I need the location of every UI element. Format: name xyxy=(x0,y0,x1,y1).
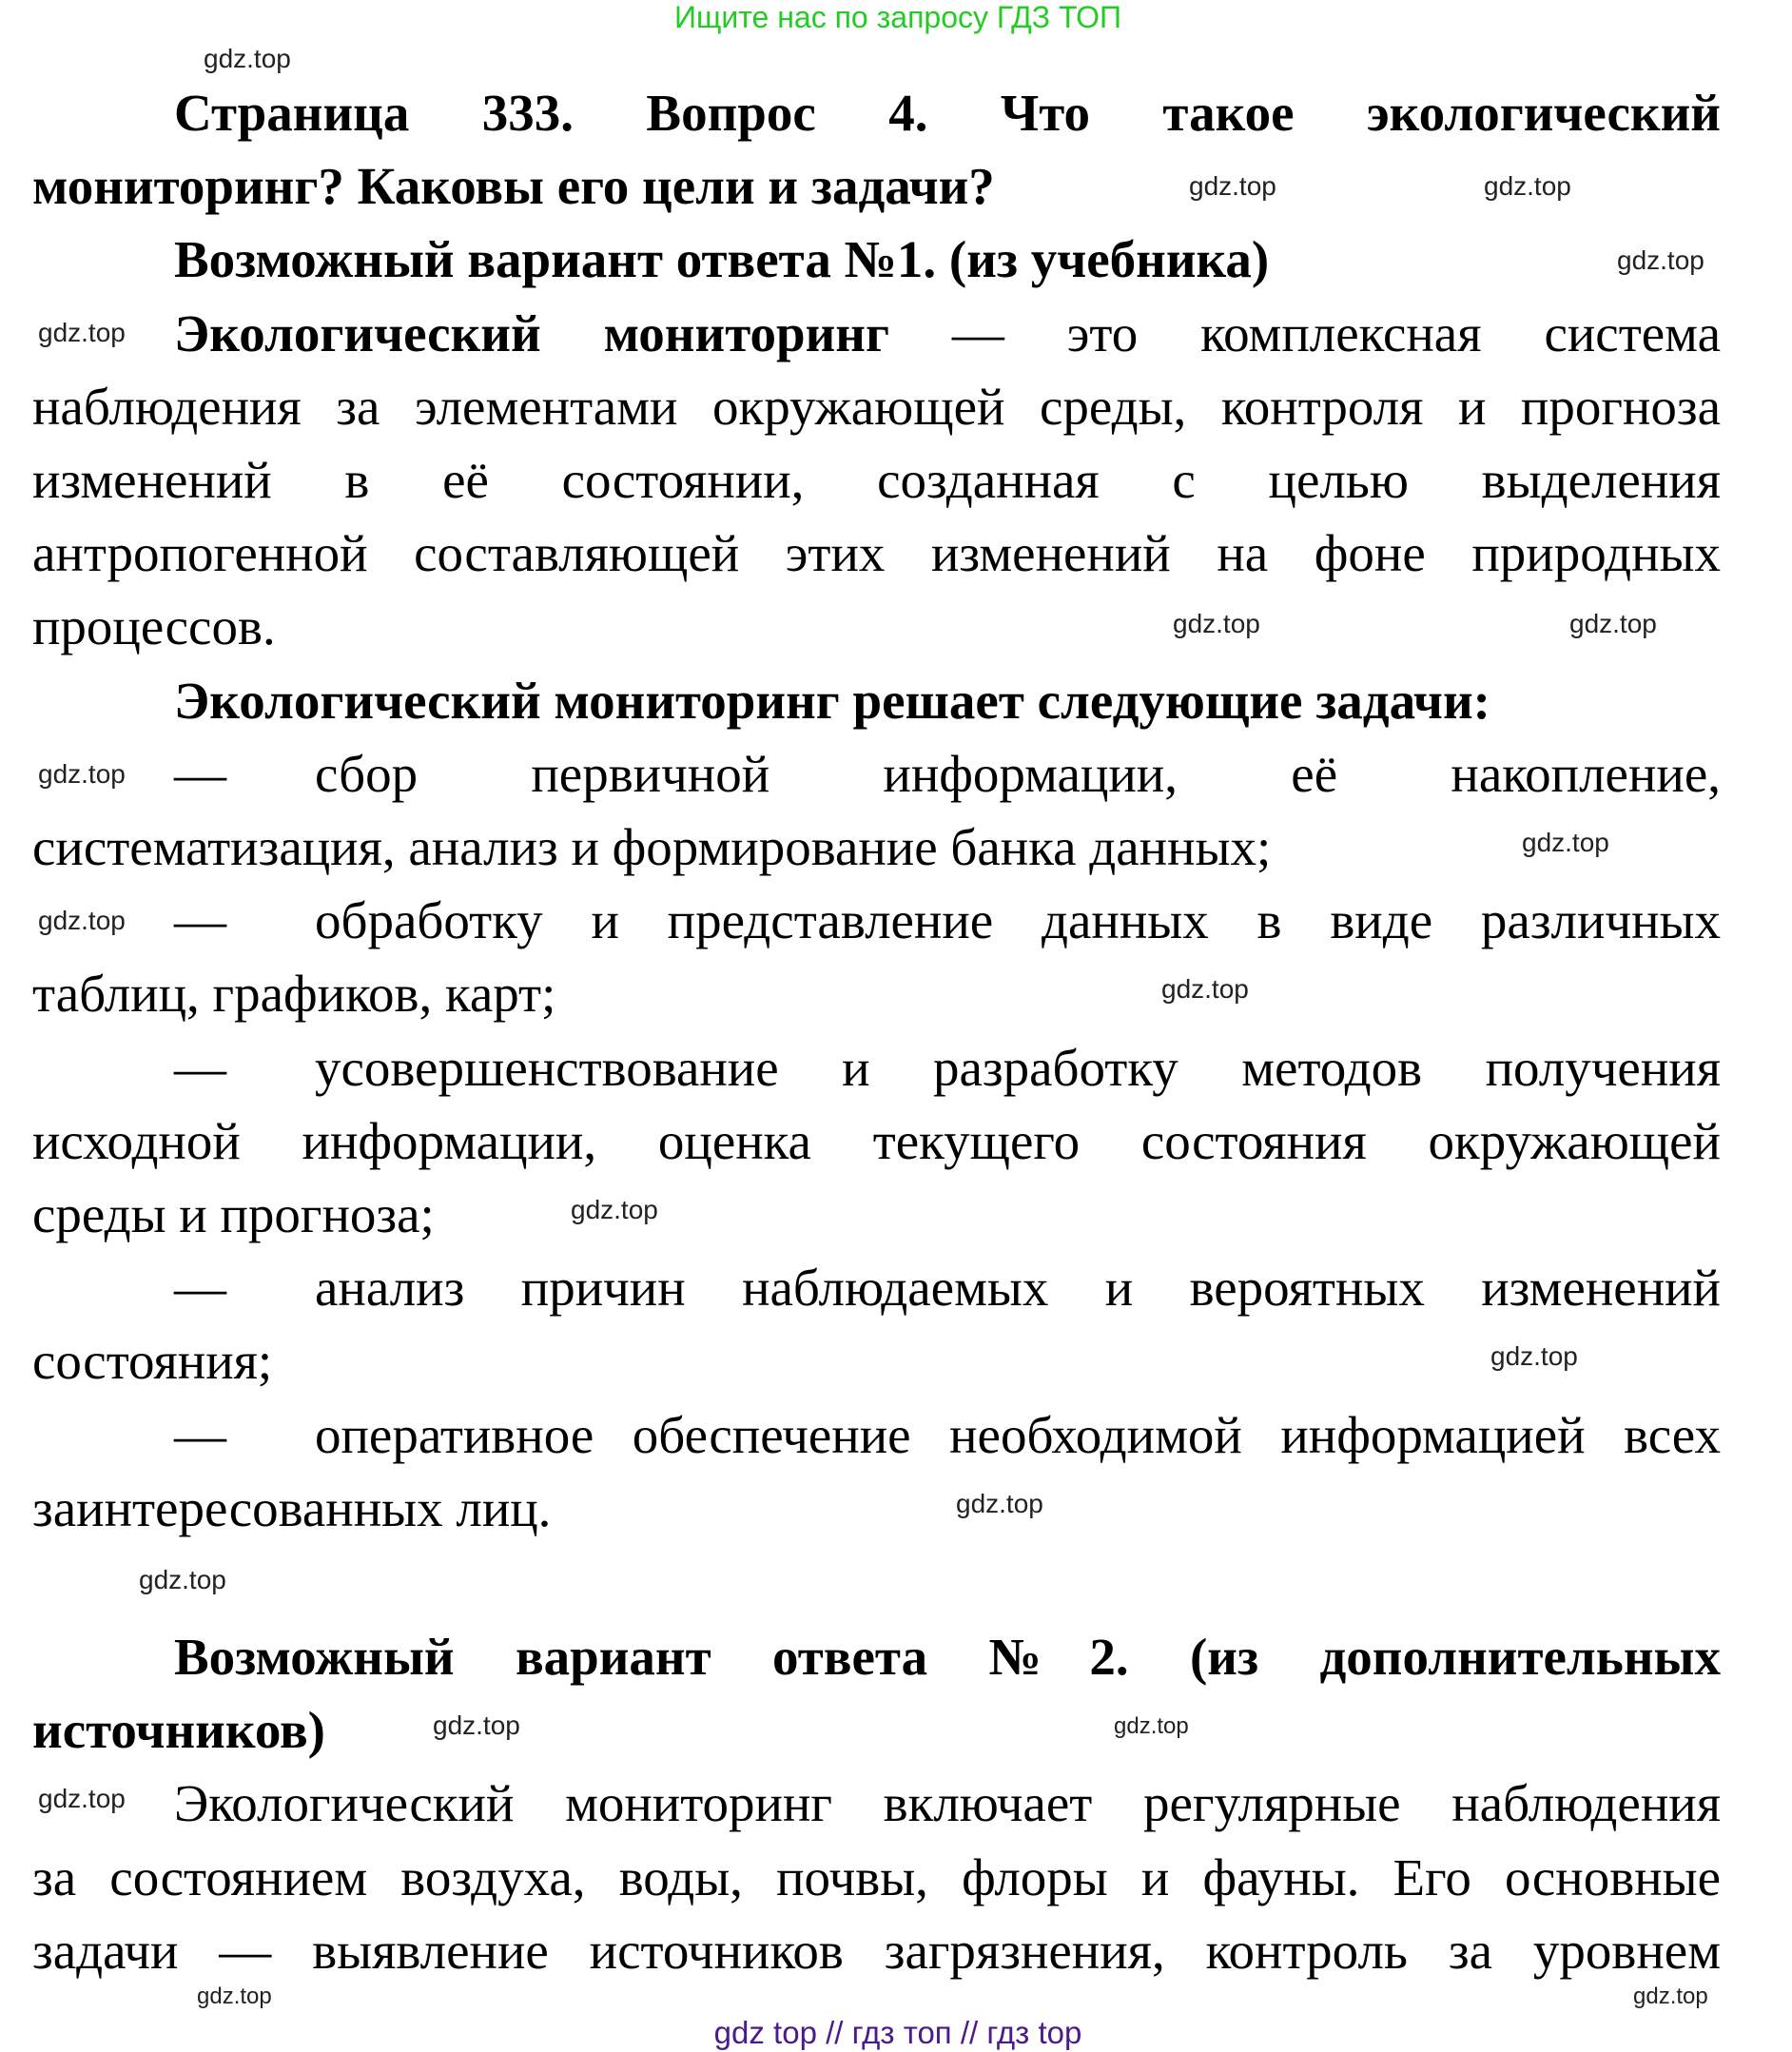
answer2-line: задачи — выявление источников загрязнения, контроль за уровнем xyxy=(32,1921,1721,1980)
list-dash: — xyxy=(174,744,226,803)
gdz-watermark: gdz.top xyxy=(38,759,126,789)
gdz-watermark: gdz.top xyxy=(139,1565,226,1594)
gdz-watermark: gdz.top xyxy=(204,44,291,73)
list-dash: — xyxy=(174,1405,226,1464)
gdz-watermark: gdz.top xyxy=(956,1489,1043,1518)
answer1-line: среды и прогноза; xyxy=(32,1185,435,1243)
search-banner: Ищите нас по запросу ГДЗ ТОП xyxy=(674,0,1121,34)
gdz-watermark: gdz.top xyxy=(1490,1341,1578,1371)
footer-watermark: gdz top // гдз топ // гдз top xyxy=(713,2015,1082,2050)
answer2-line: источников) xyxy=(32,1701,325,1760)
list-dash: — xyxy=(174,1038,226,1097)
gdz-watermark: gdz.top xyxy=(1114,1713,1189,1739)
answer1-line: мониторинг? Каковы его цели и задачи? xyxy=(32,157,995,216)
gdz-watermark: gdz.top xyxy=(571,1195,658,1224)
answer1-line: состояния; xyxy=(32,1332,273,1391)
answer1-line: таблиц, графиков, карт; xyxy=(32,965,556,1024)
gdz-watermark: gdz.top xyxy=(1161,974,1249,1004)
gdz-watermark: gdz.top xyxy=(38,906,126,935)
line-text: — это комплексная система xyxy=(888,303,1721,362)
term: Экологический мониторинг xyxy=(174,303,889,362)
answer2-line: Экологический мониторинг включает регулярные наблюдения xyxy=(174,1774,1721,1833)
answer1-line: анализ причин наблюдаемых и вероятных изменений xyxy=(315,1259,1721,1318)
answer1-line: усовершенствование и разработку методов получения xyxy=(315,1038,1721,1097)
answer1-line xyxy=(174,297,1721,370)
answer1-line: оперативное обеспечение необходимой информацией всех xyxy=(315,1405,1721,1464)
gdz-watermark: gdz.top xyxy=(1522,828,1609,857)
gdz-watermark: gdz.top xyxy=(38,1784,126,1813)
answer1-line: заинтересованных лиц. xyxy=(32,1478,552,1537)
answer2-line: Возможный вариант ответа №2. (из дополнительных xyxy=(174,1628,1721,1686)
answer2-line: за состоянием воздуха, воды, почвы, флоры и фауны. Его основные xyxy=(32,1847,1721,1906)
answer1-line: Экологический мониторинг решает следующие задачи: xyxy=(174,671,1490,730)
list-dash: — xyxy=(174,891,226,950)
answer1-line: систематизация, анализ и формирование банка данных; xyxy=(32,818,1272,876)
answer1-line: обработку и представление данных в виде различных xyxy=(315,891,1721,950)
answer1-line: антропогенной составляющей этих изменений на фоне природных xyxy=(32,524,1721,583)
gdz-watermark: gdz.top xyxy=(1633,1984,1708,2009)
answer1-line: Возможный вариант ответа №1. (из учебника) xyxy=(174,230,1270,289)
answer1-line: процессов. xyxy=(32,597,276,656)
gdz-watermark: gdz.top xyxy=(433,1710,520,1740)
answer1-line: наблюдения за элементами окружающей среды, контроля и прогноза xyxy=(32,377,1721,436)
gdz-watermark: gdz.top xyxy=(38,318,126,347)
answer1-line: изменений в её состоянии, созданная с целью выделения xyxy=(32,451,1721,509)
answer1-line: Страница 333. Вопрос 4. Что такое экологический xyxy=(174,84,1721,142)
answer1-line: сбор первичной информации, её накопление, xyxy=(315,744,1721,803)
list-dash: — xyxy=(174,1259,226,1318)
gdz-watermark: gdz.top xyxy=(1617,245,1704,275)
answer1-line: исходной информации, оценка текущего состояния окружающей xyxy=(32,1111,1721,1170)
gdz-watermark: gdz.top xyxy=(1484,171,1571,201)
gdz-watermark: gdz.top xyxy=(197,1984,272,2009)
gdz-watermark: gdz.top xyxy=(1569,609,1657,638)
gdz-watermark: gdz.top xyxy=(1173,609,1260,638)
gdz-watermark: gdz.top xyxy=(1189,171,1276,201)
